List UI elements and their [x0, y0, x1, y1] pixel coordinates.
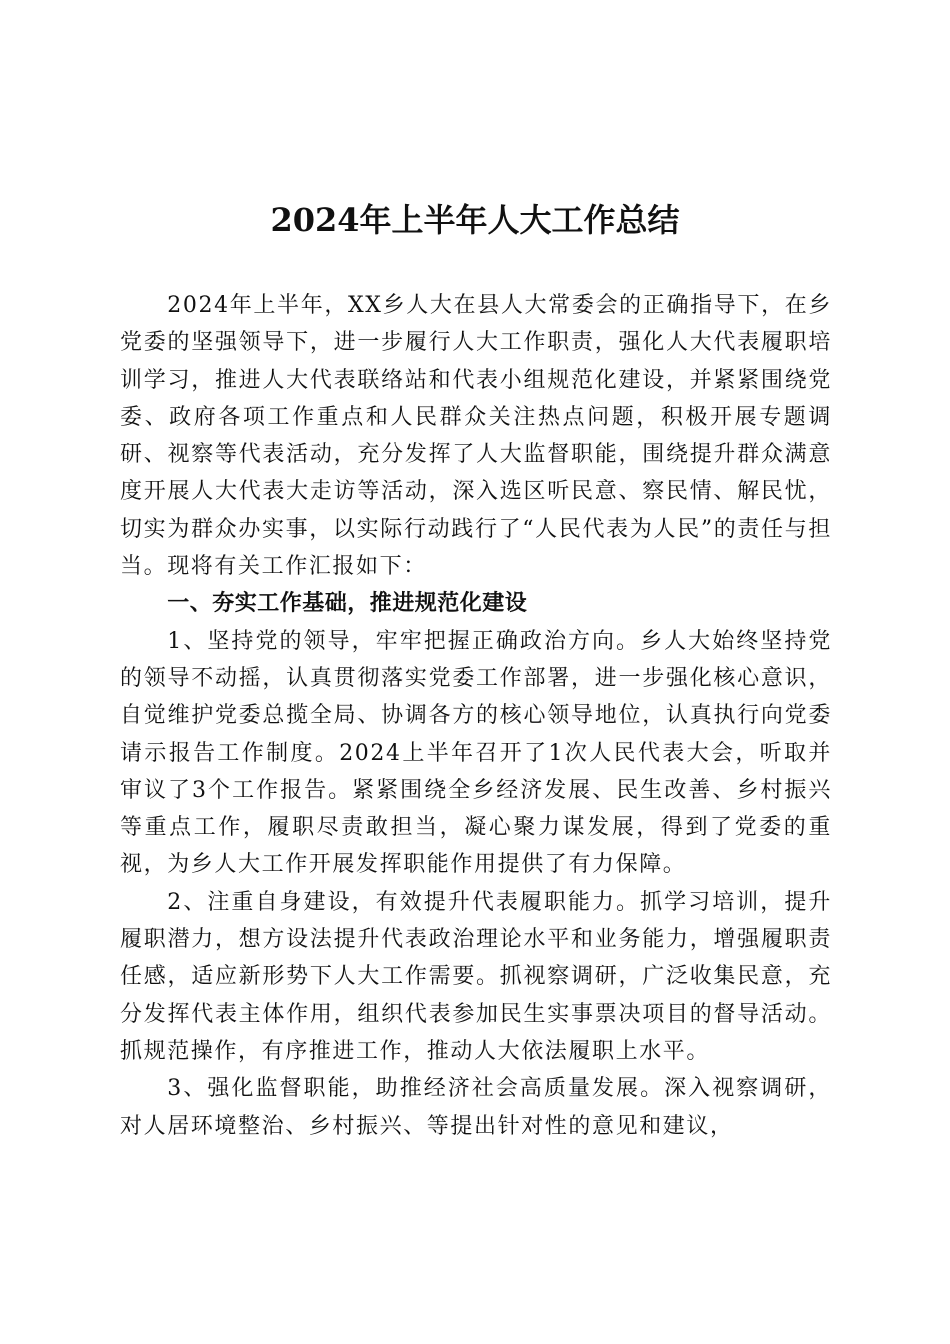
- document-body: [120, 287, 832, 1145]
- document-title: 2024年上半年人大工作总结: [270, 201, 680, 239]
- paragraph-2: 2、注重自身建设，有效提升代表履职能力。抓学习培训，提升履职潜力，想方设法提升代表政治理论水平和业务能力，增强履职责任感，适应新形势下人大工作需要。抓视察调研，广泛收集民意，充分发挥代表主体作用，组织代表参加民生实事票决项目的督导活动。抓规范操作，有序推进工作，推动人大依法履职上水平。: [120, 889, 832, 1064]
- intro-paragraph: 2024年上半年，XX乡人大在县人大常委会的正确指导下，在乡党委的坚强领导下，进一步履行人大工作职责，强化人大代表履职培训学习，推进人大代表联络站和代表小组规范化建设，并紧紧围绕党委、政府各项工作重点和人民群众关注热点问题，积极开展专题调研、视察等代表活动，充分发挥了人大监督职能，围绕提升群众满意度开展人大代表大走访等活动，深入选区听民意、察民情、解民忧，切实为群众办实事，以实际行动践行了“人民代表为人民”的责任与担当。现将有关工作汇报如下：: [120, 293, 832, 580]
- paragraph-1: 1、坚持党的领导，牢牢把握正确政治方向。乡人大始终坚持党的领导不动摇，认真贯彻落实党委工作部署，进一步强化核心意识，自觉维护党委总揽全局、协调各方的核心领导地位，认真执行向党委请示报告工作制度。2024上半年召开了1次人民代表大会，听取并审议了3个工作报告。紧紧围绕全乡经济发展、民生改善、乡村振兴等重点工作，履职尽责敢担当，凝心聚力谋发展，得到了党委的重视，为乡人大工作开展发挥职能作用提供了有力保障。: [120, 628, 832, 878]
- section-heading: 一、夯实工作基础，推进规范化建设: [167, 591, 528, 617]
- paragraph-3: 3、强化监督职能，助推经济社会高质量发展。深入视察调研，对人居环境整治、乡村振兴、等提出针对性的意见和建议，: [120, 1076, 832, 1139]
